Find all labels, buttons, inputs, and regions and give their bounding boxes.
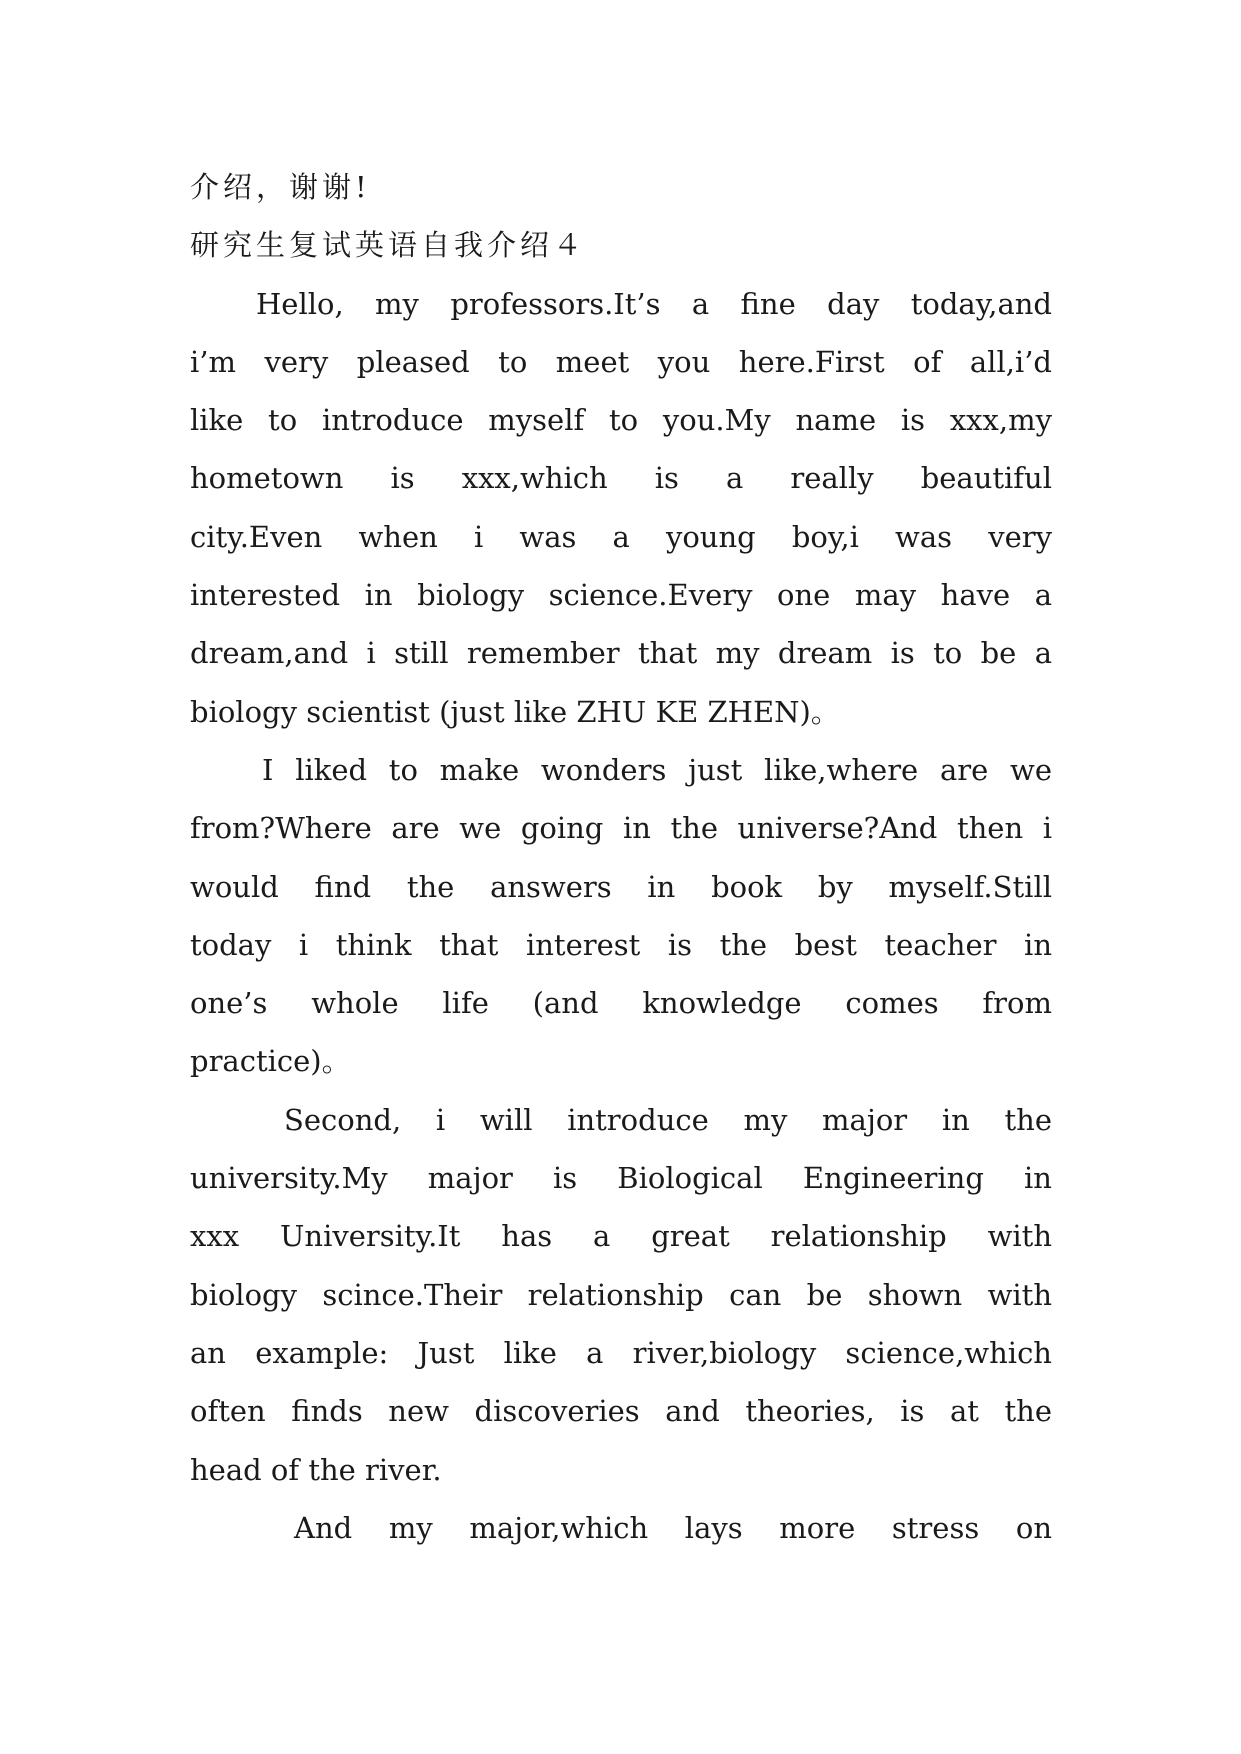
- text-line: i’m very pleased to meet you here.First of all,i’d: [190, 344, 1052, 379]
- text-line: head of the river.: [190, 1452, 442, 1487]
- text-line: often finds new discoveries and theories, is at the: [190, 1394, 1052, 1429]
- text-line: biology scince.Their relationship can be shown with: [190, 1277, 1052, 1312]
- section-heading: 研究生复试英语自我介绍４: [190, 228, 587, 263]
- text-line: And my major,which lays more stress on: [294, 1510, 1052, 1545]
- text-line: biology scientist (just like ZHU KE ZHEN)。: [190, 694, 840, 729]
- text-line: an example: Just like a river,biology science,which: [190, 1335, 1052, 1370]
- text-line: city.Even when i was a young boy,i was very: [190, 519, 1052, 554]
- text-line: today i think that interest is the best teacher in: [190, 927, 1052, 962]
- text-line: would find the answers in book by myself.Still: [190, 869, 1052, 904]
- text-line: like to introduce myself to you.My name is xxx,my: [190, 403, 1052, 438]
- text-line: university.My major is Biological Engineering in: [190, 1161, 1052, 1196]
- text-line: 介绍，谢谢!: [190, 170, 371, 204]
- text-line: xxx University.It has a great relationship with: [190, 1219, 1052, 1254]
- text-line: Second, i will introduce my major in the: [284, 1102, 1052, 1137]
- text-line: interested in biology science.Every one may have a: [190, 578, 1052, 613]
- text-line: Hello, my professors.It’s a fine day today,and: [256, 286, 1052, 321]
- text-line: one’s whole life (and knowledge comes from: [190, 986, 1052, 1021]
- text-line: I liked to make wonders just like,where are we: [262, 752, 1052, 787]
- text-line: from?Where are we going in the universe?And then i: [190, 811, 1052, 846]
- text-line: practice)。: [190, 1044, 351, 1079]
- text-line: dream,and i still remember that my dream is to be a: [190, 636, 1052, 671]
- document-body: [190, 158, 1052, 1557]
- text-line: hometown is xxx,which is a really beautiful: [190, 461, 1052, 496]
